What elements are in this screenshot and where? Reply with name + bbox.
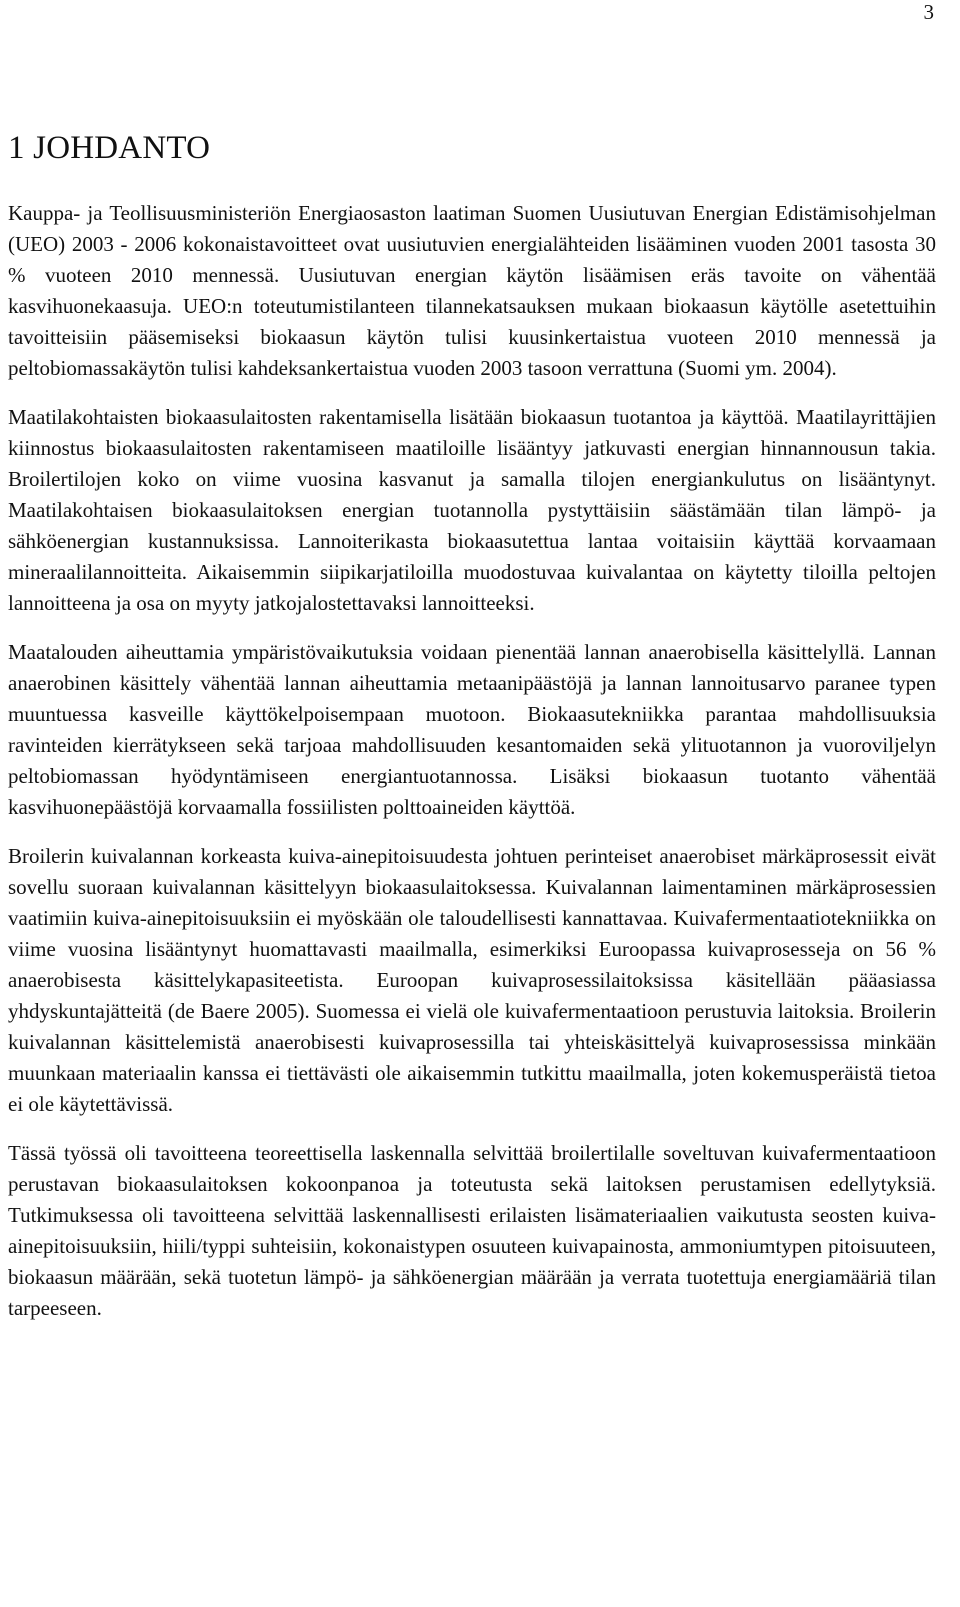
paragraph-2: Maatilakohtaisten biokaasulaitosten rakentamisella lisätään biokaasun tuotantoa ja käyttöä. Maatilayrittäjien kiinnostus biokaasulaitosten rakentamiseen maatiloille lisääntyy jatkuvasti energian hinnannousun takia. Broilertilojen koko on viime vuosina kasvanut ja samalla tilojen energiankulutus on lisääntynyt. Maatilakohtaisen biokaasulaitoksen energian tuotannolla pystyttäisiin säästämään tilan lämpö- ja sähköenergian kustannuksissa. Lannoiterikasta biokaasutettua lantaa voitaisiin käyttää korvaamaan mineraalilannoitteita. Aikaisemmin siipikarjatiloilla muodostuvaa kuivalantaa on käytetty tiloilla peltojen lannoitteena ja osa on myyty jatkojalostettavaksi lannoitteeksi. — [8, 405, 936, 615]
paragraph-1: Kauppa- ja Teollisuusministeriön Energiaosaston laatiman Suomen Uusiutuvan Energian Edistämisohjelman (UEO) 2003 - 2006 kokonaistavoitteet ovat uusiutuvien energialähteiden lisääminen vuoden 2001 tasosta 30 % vuoteen 2010 mennessä. Uusiutuvan energian käytön lisäämisen eräs tavoite on vähentää kasvihuonekaasuja. UEO:n toteutumistilanteen tilannekatsauksen mukaan biokaasun käytölle asetettuihin tavoitteisiin pääsemiseksi biokaasun käytön tulisi kuusinkertaistua vuoteen 2010 mennessä ja peltobiomassakäytön tulisi kahdeksankertaistua vuoden 2003 tasoon verrattuna (Suomi ym. 2004). — [8, 201, 936, 380]
paragraph-5: Tässä työssä oli tavoitteena teoreettisella laskennalla selvittää broilertilalle soveltuvan kuivafermentaatioon perustavan biokaasulaitoksen kokoonpanoa ja toteutusta sekä laitoksen perustamisen edellytyksiä. Tutkimuksessa oli tavoitteena selvittää laskennallisesti erilaisten lisämateriaalien vaikutusta seosten kuiva-ainepitoisuuksiin, hiili/typpi suhteisiin, kokonaistypen osuuteen kuivapainosta, ammoniumtypen pitoisuuteen, biokaasun määrään, sekä tuotetun lämpö- ja sähköenergian määrään ja verrata tuotettuja energiamääriä tilan tarpeeseen. — [8, 1141, 936, 1320]
section-heading: 1 JOHDANTO — [8, 130, 211, 166]
paragraph-3: Maatalouden aiheuttamia ympäristövaikutuksia voidaan pienentää lannan anaerobisella käsittelyllä. Lannan anaerobinen käsittely vähentää lannan aiheuttamia metaanipäästöjä ja lannan lannoitusarvo paranee typen muuntuessa kasveille käyttökelpoisempaan muotoon. Biokaasutekniikka parantaa mahdollisuuksia ravinteiden kierrätykseen sekä tarjoaa mahdollisuuden kesantomaiden sekä ylituotannon ja vuoroviljelyn peltobiomassan hyödyntämiseen energiantuotannossa. Lisäksi biokaasun tuotanto vähentää kasvihuonepäästöjä korvaamalla fossiilisten polttoaineiden käyttöä. — [8, 640, 936, 819]
paragraph-4: Broilerin kuivalannan korkeasta kuiva-ainepitoisuudesta johtuen perinteiset anaerobiset märkäprosessit eivät sovellu suoraan kuivalannan käsittelyyn biokaasulaitoksessa. Kuivalannan laimentaminen märkäprosessien vaatimiin kuiva-ainepitoisuuksiin ei myöskään ole taloudellisesti kannattavaa. Kuivafermentaatiotekniikka on viime vuosina lisääntynyt huomattavasti maailmalla, esimerkiksi Euroopassa kuivaprosesseja on 56 % anaerobisesta käsittelykapasiteetista. Euroopan kuivaprosessilaitoksissa käsitellään pääasiassa yhdyskuntajätteitä (de Baere 2005). Suomessa ei vielä ole kuivafermentaatioon perustuvia laitoksia. Broilerin kuivalannan käsittelemistä anaerobisesti kuivaprosessilla tai yhteiskäsittelyä kuivaprosessissa minkään muunkaan materiaalin kanssa ei tiettävästi ole aikaisemmin tutkittu maailmalla, joten kokemusperäistä tietoa ei ole käytettävissä. — [8, 844, 936, 1116]
page-number: 3 — [923, 0, 934, 24]
body-text — [8, 198, 936, 1342]
